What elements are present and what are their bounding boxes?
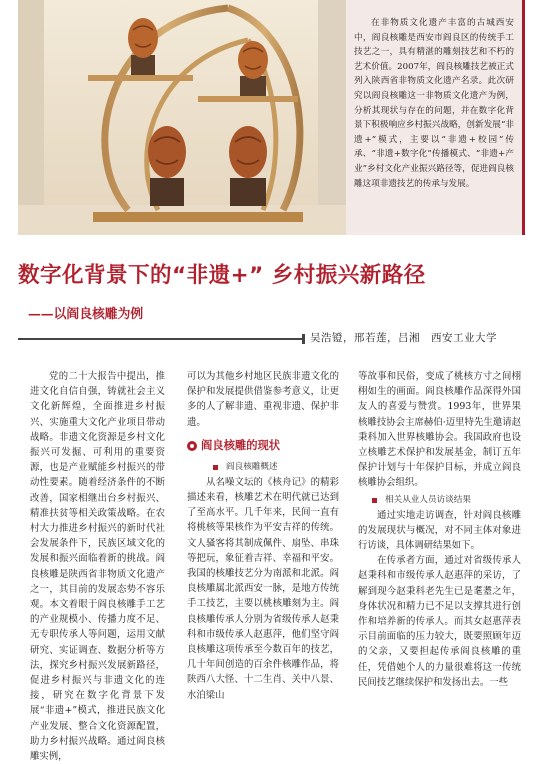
column-1 (30, 369, 165, 764)
hero-photo (18, 0, 346, 235)
carved-walnut-display-image (18, 0, 346, 235)
column-3 (358, 369, 521, 690)
article-title: 数字化背景下的“非遗+” 乡村振兴新路径 (18, 263, 426, 288)
square-bullet-icon (372, 498, 377, 503)
section-heading (187, 438, 339, 454)
byline-rule (18, 338, 303, 340)
authors: 吴浩镫，邢若莲，吕湘 西安工业大学 (310, 332, 497, 344)
article-subtitle: ——以阎良核雕为例 (28, 307, 144, 322)
paragraph: 从名噪文坛的《核舟记》的精彩描述来看，核雕艺术在明代就已达到了至高水平。几千年来，民间一直有将桃核等果核作为平安吉祥的传统。文人骚客将其制成佩件、扇坠、串珠等把玩，象征着吉祥、幸福和平安。我国的核雕技艺分为南派和北派。阎良核雕属北派西安一脉，是地方传统手工技艺，主要以桃核雕刻为主。阎良核雕传承人分别为省级传承人赵秉科和市级传承人赵惠萍，他们坚守阎良核雕这项传承至今数百年的技艺，几十年间创造的百余件核雕作品，将陕西八大怪、十二生肖、关中八景、水泊梁山 (187, 476, 339, 701)
paragraph: 党的二十大报告中提出，推进文化自信自强，铸就社会主义文化新辉煌，全面推进乡村振兴、实施重大文化产业项目带动战略。非遗文化资源是乡村文化振兴可发掘、可利用的重要资源，也是产业赋能乡村振兴的带动性要素。随着经济条件的不断改善，国家相继出台乡村振兴、精准扶贫等相关政策战略。在农村大力推进乡村振兴的新时代社会发展条件下，民族区域文化的发展和振兴面临着新的挑战。阎良核雕是陕西省非物质文化遗产之一，其目前的发展态势不容乐观。本文着眼于阎良核雕手工艺的产业规模小、传播力度不足、无专职传承人等问题，运用文献研究、实证调查、数据分析等方法，探究乡村振兴发展新路径，促进乡村振兴与非遗文化的连接，研究在数字化背景下发展“非遗+”模式，推进民族文化产业发展、整合文化资源配置，助力乡村振兴战略。通过阎良核雕实例， (30, 371, 165, 763)
subsection-heading (372, 493, 521, 508)
paragraph: 通过实地走访调查，针对阎良核雕的发展现状与概况，对不同主体对象进行访谈，具体调研结果如下。 (358, 509, 521, 552)
subsection-heading (213, 460, 339, 475)
square-bullet-icon (213, 465, 218, 470)
abstract-text: 在非物质文化遗产丰富的古城西安中，阎良核雕是西安市阎良区的传统手工技艺之一，具有精湛的雕刻技艺和不朽的艺术价值。2007年，阎良核雕技艺被正式列入陕西省非物质文化遗产名录。此次研究以阎良核雕这一非物质文化遗产为例，分析其现状与存在的问题，并在数字化背景下积极响应乡村振兴战略，创新发展“非遗+”模式，主要以“非遗+校园”传承、“非遗+数字化”传播模式、“非遗+产业”乡村文化产业振兴路径等，促进阎良核雕这项非遗技艺的传承与发展。 (354, 18, 514, 189)
paragraph: 在传承者方面，通过对省级传承人赵秉科和市级传承人赵惠萍的采访，了解到现今赵秉科老先生已是耄耋之年，身体状况和精力已不足以支撑其进行创作和培养新的传承人。而其女赵惠萍表示目前面临的压力较大，既要照顾年迈的父亲，又要担起传承阎良核雕的重任，凭借她个人的力量很难将这一传统民间技艺继续保护和发扬出去。一些 (358, 555, 521, 688)
abstract-box (346, 0, 525, 235)
section-bullet-icon (187, 441, 197, 451)
paragraph: 等故事和民俗，变成了桃核方寸之间栩栩如生的画面。阎良核雕作品深得外国友人的喜爱与赞赏。1993年，世界果核雕技协会主席赫伯·迈里特先生邀请赵秉科加入世界核雕协会。我国政府也设立核雕艺术保护和发展基金，制订五年保护计划与十年保护目标，并成立阎良核雕协会组织。 (358, 371, 521, 489)
subsection-heading-text: 相关从业人员访谈结果 (385, 494, 471, 505)
column-2 (187, 369, 339, 703)
byline-rule-end (302, 334, 305, 344)
paragraph: 可以为其他乡村地区民族非遗文化的保护和发展提供借鉴参考意义，让更多的人了解非遗、重视非遗、保护非遗。 (187, 371, 339, 428)
section-heading-text: 阎良核雕的现状 (201, 438, 281, 452)
subsection-heading-text: 阎良核雕概述 (226, 461, 278, 472)
